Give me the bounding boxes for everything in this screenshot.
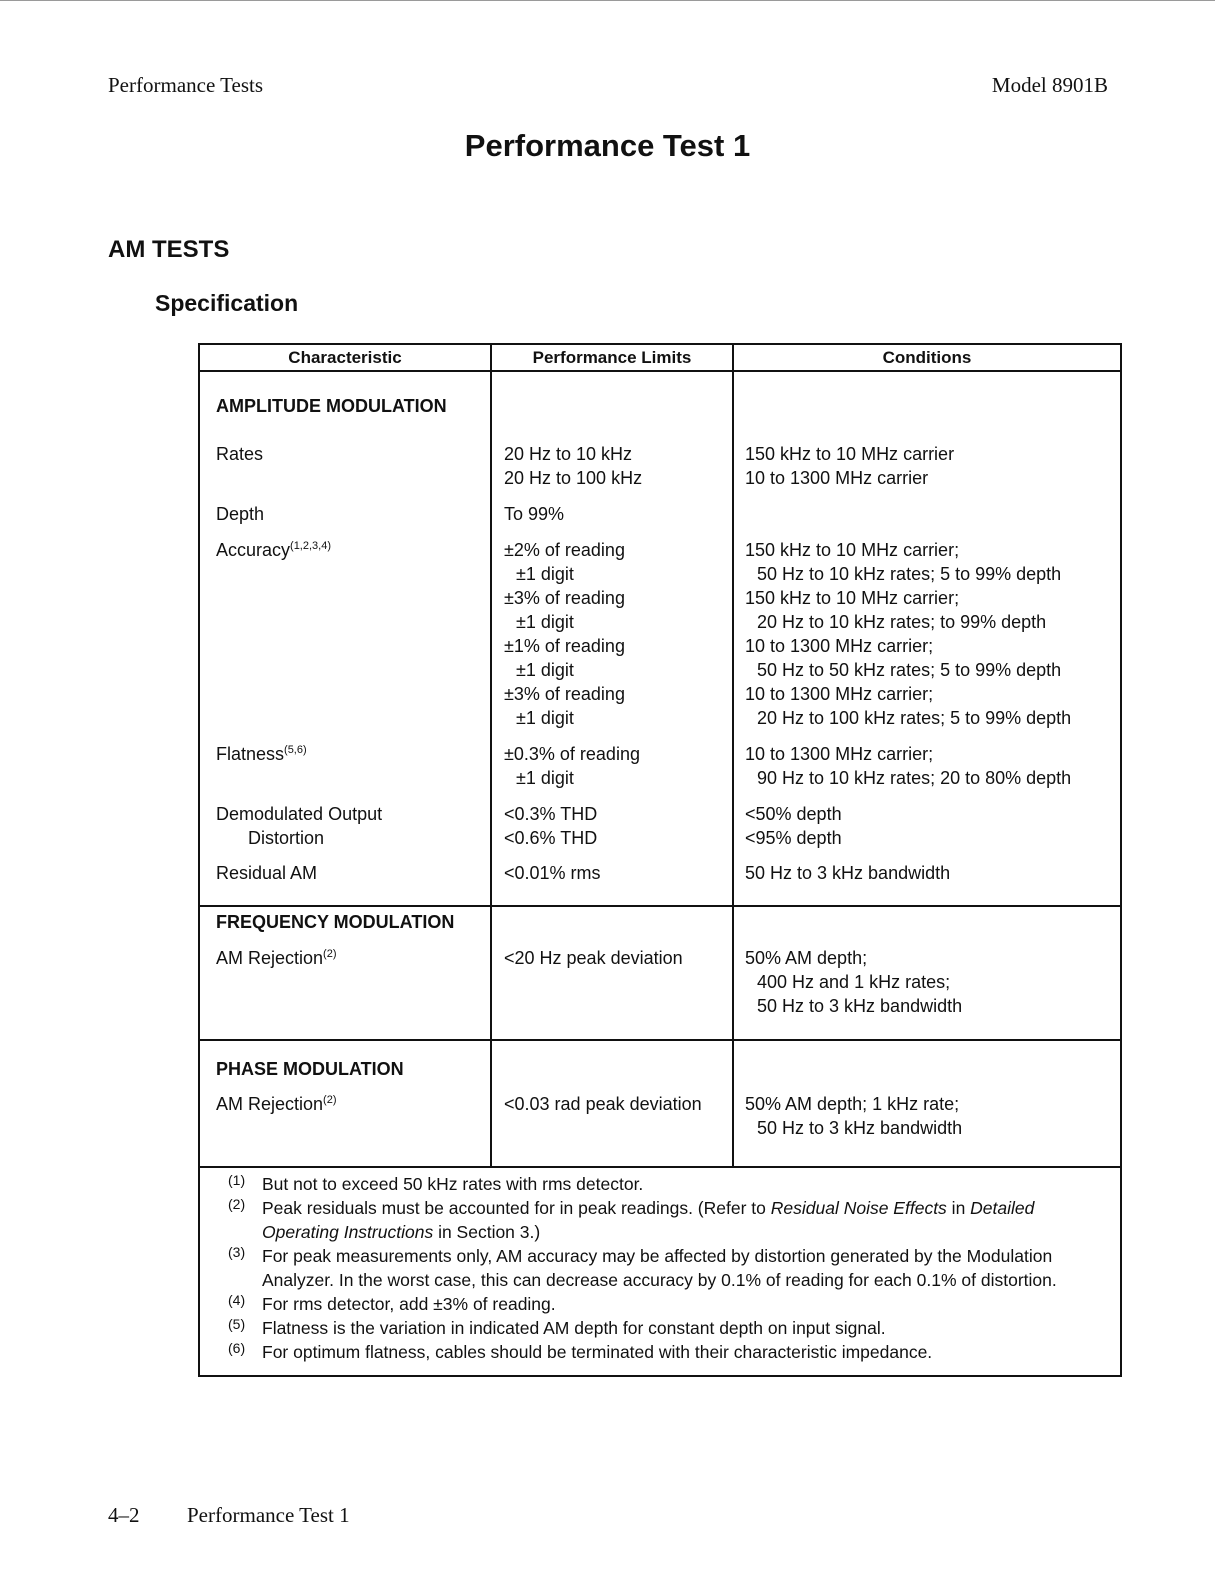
accuracy-limit: ±3% of reading bbox=[504, 684, 625, 704]
column-header-conditions: Conditions bbox=[882, 348, 972, 367]
rates-limit: 20 Hz to 10 kHz bbox=[504, 444, 633, 464]
footnote-number: (1) bbox=[228, 1172, 246, 1188]
characteristic-rates: Rates bbox=[216, 444, 264, 464]
characteristic-depth: Depth bbox=[216, 504, 265, 524]
row-divider bbox=[200, 905, 1120, 907]
header-divider bbox=[200, 370, 1120, 372]
characteristic-residual-am: Residual AM bbox=[216, 863, 318, 883]
footnote-text: Flatness is the variation in indicated AM depth for constant depth on input signal. bbox=[262, 1318, 886, 1338]
accuracy-condition: 150 kHz to 10 MHz carrier; bbox=[745, 588, 960, 608]
distortion-limit: <0.6% THD bbox=[504, 828, 598, 848]
rates-condition: 150 kHz to 10 MHz carrier bbox=[745, 444, 955, 464]
footnote-2-pre: Peak residuals must be accounted for in peak readings. (Refer to bbox=[262, 1198, 771, 1218]
column-divider bbox=[732, 345, 734, 1168]
accuracy-limit: ±3% of reading bbox=[504, 588, 625, 608]
accuracy-condition: 50 Hz to 10 kHz rates; 5 to 99% depth bbox=[757, 564, 1062, 584]
section-frequency-modulation: FREQUENCY MODULATION bbox=[216, 912, 455, 932]
fm-condition: 50% AM depth; bbox=[745, 948, 868, 968]
subheading: Specification bbox=[155, 290, 299, 316]
footnote-number: (3) bbox=[228, 1244, 246, 1260]
flatness-footnote-ref: (5,6) bbox=[284, 744, 307, 756]
flatness-condition: 10 to 1300 MHz carrier; bbox=[745, 744, 934, 764]
rates-condition: 10 to 1300 MHz carrier bbox=[745, 468, 929, 488]
footnote-text: For rms detector, add ±3% of reading. bbox=[262, 1294, 556, 1314]
accuracy-limit: ±2% of reading bbox=[504, 540, 625, 560]
characteristic-accuracy bbox=[216, 538, 331, 562]
fm-condition: 50 Hz to 3 kHz bandwidth bbox=[757, 996, 963, 1016]
footnote-text: For peak measurements only, AM accuracy may be affected by distortion generated by the Modulation bbox=[262, 1246, 1053, 1266]
footnote-2-ref-section: Detailed bbox=[970, 1198, 1035, 1218]
footer-page-number: 4–2 bbox=[108, 1503, 140, 1527]
accuracy-limit: ±1 digit bbox=[516, 660, 574, 680]
characteristic-pm-am-rejection bbox=[216, 1092, 337, 1116]
section-amplitude-modulation: AMPLITUDE MODULATION bbox=[216, 396, 447, 416]
footnote-text-continued: Analyzer. In the worst case, this can decrease accuracy by 0.1% of reading for each 0.1% of distortion. bbox=[262, 1270, 1057, 1290]
distortion-condition: <95% depth bbox=[745, 828, 842, 848]
footnote-text-continued bbox=[262, 1220, 540, 1244]
footnote-2-post: in Section 3.) bbox=[433, 1222, 541, 1242]
fm-am-rejection-limit: <20 Hz peak deviation bbox=[504, 948, 683, 968]
footnote-text bbox=[262, 1196, 1034, 1220]
top-edge-rule bbox=[0, 0, 1215, 1]
flatness-limit: ±0.3% of reading bbox=[504, 744, 640, 764]
column-divider bbox=[490, 345, 492, 1168]
distortion-condition: <50% depth bbox=[745, 804, 842, 824]
section-heading: AM TESTS bbox=[108, 236, 230, 263]
flatness-condition: 90 Hz to 10 kHz rates; 20 to 80% depth bbox=[757, 768, 1072, 788]
footnote-text: For optimum flatness, cables should be terminated with their characteristic impedance. bbox=[262, 1342, 933, 1362]
accuracy-limit: ±1 digit bbox=[516, 708, 574, 728]
accuracy-limit: ±1 digit bbox=[516, 564, 574, 584]
rates-limit: 20 Hz to 100 kHz bbox=[504, 468, 643, 488]
footer-title: Performance Test 1 bbox=[187, 1503, 350, 1527]
residual-limit: <0.01% rms bbox=[504, 863, 601, 883]
row-divider bbox=[200, 1039, 1120, 1041]
accuracy-condition: 10 to 1300 MHz carrier; bbox=[745, 636, 934, 656]
footnote-number: (6) bbox=[228, 1340, 246, 1356]
footnote-divider bbox=[200, 1166, 1120, 1168]
pm-condition: 50 Hz to 3 kHz bandwidth bbox=[757, 1118, 963, 1138]
fm-condition: 400 Hz and 1 kHz rates; bbox=[757, 972, 951, 992]
flatness-label: Flatness bbox=[216, 744, 285, 764]
page-title: Performance Test 1 bbox=[464, 128, 751, 163]
fm-am-rejection-label: AM Rejection bbox=[216, 948, 324, 968]
distortion-limit: <0.3% THD bbox=[504, 804, 598, 824]
specification-table bbox=[198, 343, 1122, 1377]
accuracy-condition: 20 Hz to 10 kHz rates; to 99% depth bbox=[757, 612, 1047, 632]
accuracy-limit: ±1% of reading bbox=[504, 636, 625, 656]
running-header-left: Performance Tests bbox=[108, 73, 264, 97]
fm-footnote-ref: (2) bbox=[323, 948, 337, 960]
footnote-number: (2) bbox=[228, 1196, 246, 1212]
footnote-text: But not to exceed 50 kHz rates with rms detector. bbox=[262, 1174, 644, 1194]
footnote-2-mid: in bbox=[946, 1198, 971, 1218]
flatness-limit: ±1 digit bbox=[516, 768, 574, 788]
residual-condition: 50 Hz to 3 kHz bandwidth bbox=[745, 863, 951, 883]
footnote-number: (5) bbox=[228, 1316, 246, 1332]
depth-limit: To 99% bbox=[504, 504, 565, 524]
footnote-number: (4) bbox=[228, 1292, 246, 1308]
accuracy-condition: 50 Hz to 50 kHz rates; 5 to 99% depth bbox=[757, 660, 1062, 680]
column-header-performance-limits: Performance Limits bbox=[532, 348, 692, 367]
accuracy-footnote-ref: (1,2,3,4) bbox=[290, 540, 331, 552]
pm-am-rejection-label: AM Rejection bbox=[216, 1094, 324, 1114]
footnote-2-ref-title: Residual Noise Effects bbox=[770, 1198, 947, 1218]
accuracy-condition: 20 Hz to 100 kHz rates; 5 to 99% depth bbox=[757, 708, 1072, 728]
accuracy-limit: ±1 digit bbox=[516, 612, 574, 632]
footnote-2-ref-section-cont: Operating Instructions bbox=[262, 1222, 434, 1242]
pm-condition: 50% AM depth; 1 kHz rate; bbox=[745, 1094, 960, 1114]
characteristic-fm-am-rejection bbox=[216, 946, 337, 970]
accuracy-condition: 10 to 1300 MHz carrier; bbox=[745, 684, 934, 704]
pm-footnote-ref: (2) bbox=[323, 1094, 337, 1106]
running-header-right: Model 8901B bbox=[991, 73, 1108, 97]
column-header-characteristic: Characteristic bbox=[288, 348, 402, 367]
pm-am-rejection-limit: <0.03 rad peak deviation bbox=[504, 1094, 702, 1114]
section-phase-modulation: PHASE MODULATION bbox=[216, 1059, 404, 1079]
characteristic-flatness bbox=[216, 742, 307, 766]
accuracy-label: Accuracy bbox=[216, 540, 291, 560]
accuracy-condition: 150 kHz to 10 MHz carrier; bbox=[745, 540, 960, 560]
characteristic-demodulated-output: Demodulated Output bbox=[216, 804, 383, 824]
characteristic-distortion: Distortion bbox=[248, 828, 325, 848]
